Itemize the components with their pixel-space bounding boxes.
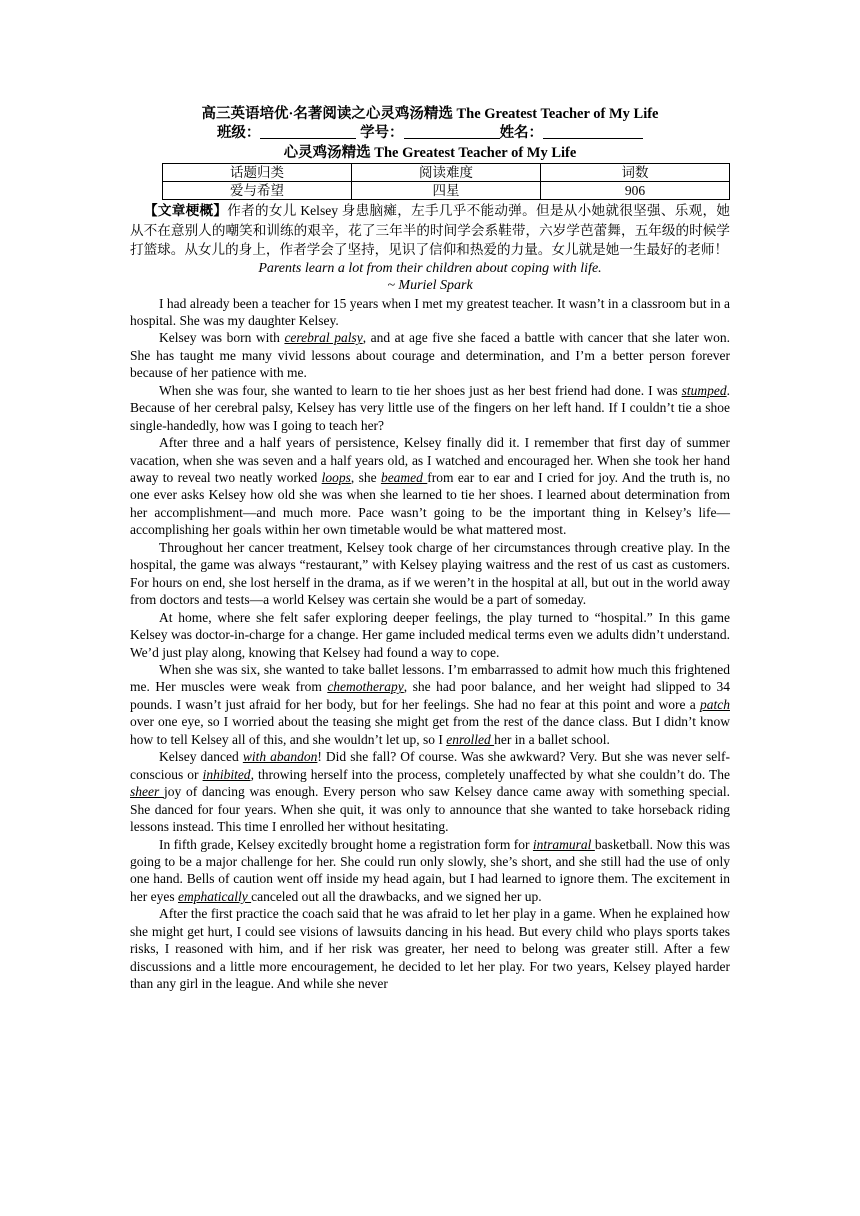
vocab-term: chemotherapy: [327, 679, 404, 695]
text-run: When she was four, she wanted to learn to tie her shoes just as her best friend had done. I was: [159, 382, 682, 398]
table-cell: 话题归类: [163, 164, 352, 182]
class-label: 班级：: [216, 125, 261, 141]
text-run: ! Did she fall? Of course. Was she awkward? Very. But she was never self-conscious or: [130, 749, 730, 782]
paragraph: [130, 661, 730, 748]
text-run: When she was six, she wanted to take ballet lessons. I’m embarrassed to admit how much this frightened me. Her muscles were weak from: [130, 662, 730, 695]
text-run: over one eye, so I worried about the teasing she might get from the rest of the dance class. But I didn’t know how to tell Kelsey all of this, and she wouldn’t let up, so I: [130, 714, 730, 747]
id-label: 学号：: [360, 125, 404, 141]
vocab-term: enrolled: [446, 731, 495, 747]
text-run: her in a ballet school.: [494, 731, 610, 747]
summary-text: 作者的女儿 Kelsey 身患脑瘫，左手几乎不能动弹。但是从小她就很坚强、乐观，她从不在意别人的嘲笑和训练的艰辛，花了三年半的时间学会系鞋带，六岁学芭蕾舞，五年级的时候学打篮球。从女儿的身上，作者学会了坚持，见识了信仰和热爱的力量。女儿就是她一生最好的老师！: [130, 203, 731, 257]
text-run: joy of dancing was enough. Every person who saw Kelsey dance came away with something special. She danced for four years. When she quit, it was only to announce that she wanted to take horseback riding lessons instead. This time I enrolled her without hesitating.: [130, 784, 731, 835]
text-run: . Because of her cerebral palsy, Kelsey has very little use of the fingers on her left hand. If I couldn’t tie a shoe single-handedly, how was I going to teach her?: [130, 382, 730, 433]
table-cell: 爱与希望: [163, 182, 352, 200]
text-run: , she had poor balance, and her weight had slipped to 34 pounds. I wasn’t just afraid for her body, but for her feelings. She had no fear at this point and wore a: [130, 679, 730, 712]
paragraph: After the first practice the coach said that he was afraid to let her play in a game. When he explained how she might get hurt, I could see visions of lawsuits dancing in his head. But every child who plays sports takes risks, I reasoned with him, and if her risk was greater, her need to belong was greater still. After a few discussions and a little more encouragement, he decided to let her play. For two years, Kelsey played harder than any girl in the league. And while she never: [130, 906, 730, 992]
vocab-term: beamed: [380, 470, 428, 486]
text-run: Kelsey danced: [159, 749, 243, 765]
paragraph: At home, where she felt safer exploring deeper feelings, the play turned to “hospital.” In this game Kelsey was doctor-in-charge for a change. Her game included medical terms even we adults didn’t understand. We’d just play along, knowing that Kelsey had found a way to cope.: [130, 609, 730, 660]
vocab-term: stumped: [681, 382, 727, 398]
vocab-term: sheer: [130, 784, 164, 800]
table-cell: 词数: [541, 164, 730, 182]
name-label: 姓名：: [499, 125, 544, 141]
text-run: from ear to ear and I cried for joy. And the truth is, no one ever asks Kelsey how old she was when she learned to tie her shoes. I learned about determination from her accomplishment—and much more. Pace wasn’t going to be the important thing in Kelsey’s life—accomplishing her goals within her own timetable would be what mattered most.: [130, 470, 731, 538]
paragraph: [130, 434, 730, 539]
summary: [130, 201, 730, 260]
vocab-term: intramural: [532, 836, 595, 852]
vocab-term: loops: [321, 470, 351, 486]
text-run: , throwing herself into the process, completely unaffected by what she couldn’t do. The: [250, 766, 730, 782]
table-cell: 906: [541, 182, 730, 200]
text-run: After three and a half years of persistence, Kelsey finally did it. I remember that first day of summer vacation, when she was seven and a half years old, as I watched and encouraged her. When she took her hand away to reveal two neatly worked: [130, 435, 730, 486]
text-run: canceled out all the drawbacks, and we signed her up.: [251, 888, 542, 904]
document-title: 高三英语培优·名著阅读之心灵鸡汤精选 The Greatest Teacher of My Life: [201, 106, 659, 122]
table-row: [163, 182, 730, 200]
vocab-term: inhibited: [202, 766, 251, 782]
table-cell: 阅读难度: [352, 164, 541, 182]
vocab-term: with abandon: [242, 749, 318, 765]
summary-tag: 【文章梗概】: [144, 203, 228, 218]
paragraph: [130, 836, 730, 906]
text-run: , she: [350, 470, 381, 486]
paragraph: [130, 748, 730, 835]
paragraph: Throughout her cancer treatment, Kelsey took charge of her circumstances through creative play. In the hospital, the game was always “restaurant,” with Kelsey playing waitress and the rest of us cast as customers. For hours on end, she lost herself in the drama, as if we weren’t in the hospital at all, but out in the world away from doctors and tests—a world Kelsey was certain she would be a part of someday.: [130, 539, 730, 608]
paragraph: [130, 382, 730, 434]
info-table: [162, 163, 730, 200]
class-blank[interactable]: [260, 124, 356, 139]
paragraph: I had already been a teacher for 15 years when I met my greatest teacher. It wasn’t in a classroom but in a hospital. She was my daughter Kelsey.: [130, 295, 730, 328]
epigraph-author: ~ Muriel Spark: [387, 278, 473, 293]
table-cell: 四星: [352, 182, 541, 200]
vocab-term: emphatically: [177, 888, 252, 904]
id-blank[interactable]: [404, 124, 500, 139]
article-subtitle: 心灵鸡汤精选 The Greatest Teacher of My Life: [283, 145, 577, 161]
text-run: , and at age five she faced a battle with cancer that she later won. She has taught me many vivid lessons about courage and determination, and I’m a better person forever because of her patience with me.: [130, 330, 730, 381]
student-info-line: [130, 124, 730, 143]
epigraph-quote: Parents learn a lot from their children about coping with life.: [258, 260, 602, 276]
text-run: In fifth grade, Kelsey excitedly brought home a registration form for: [159, 836, 533, 852]
vocab-term: cerebral palsy: [284, 330, 363, 346]
table-header-row: [163, 164, 730, 182]
paragraph: [130, 329, 730, 381]
document-page: [130, 104, 730, 993]
name-blank[interactable]: [543, 124, 643, 139]
text-run: Kelsey was born with: [159, 330, 285, 346]
text-run: basketball. Now this was going to be a major challenge for her. She could run only slowly, she’s short, and she still had the use of only one hand. Bells of caution went off inside my head again, but I had learned to ignore them. The excitement in her eyes: [130, 836, 730, 904]
vocab-term: patch: [700, 696, 730, 712]
